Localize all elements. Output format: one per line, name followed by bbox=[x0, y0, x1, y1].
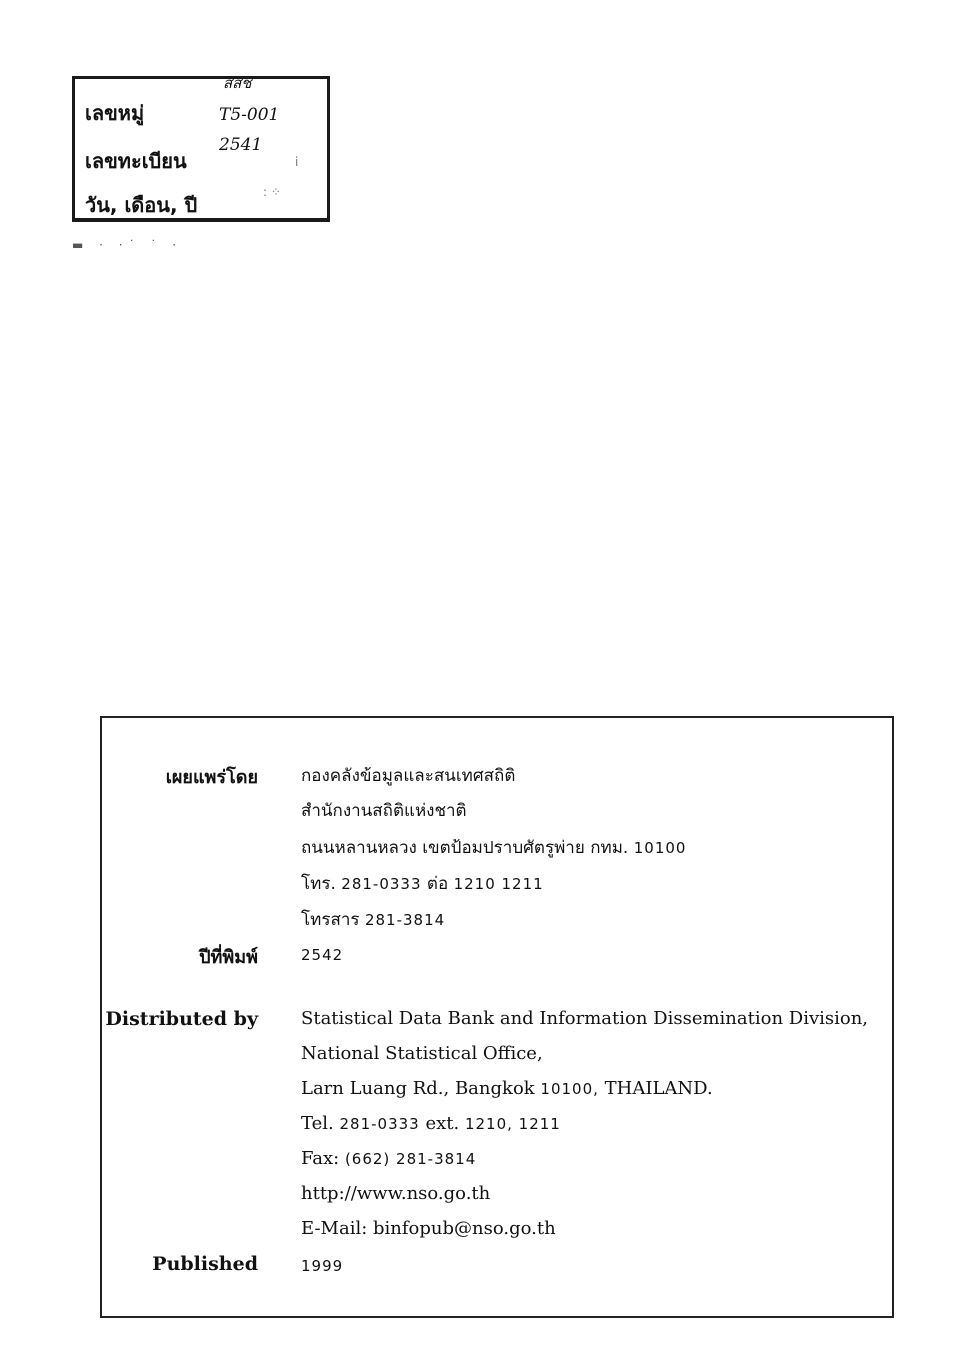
thai-distributed-label: เผยแพร่โดย bbox=[165, 767, 258, 788]
english-address-postcode: 10100, bbox=[540, 1080, 599, 1098]
thai-division: กองคลังข้อมูลและสนเทศสถิติ bbox=[301, 766, 516, 786]
thai-fax bbox=[301, 906, 445, 933]
thai-address-postcode: 10100 bbox=[633, 839, 687, 857]
library-stamp bbox=[72, 76, 330, 222]
thai-fax-label: โทรสาร bbox=[301, 910, 360, 930]
thai-address-text: ถนนหลานหลวง เขตป้อมปราบศัตรูพ่าย กทม. bbox=[301, 838, 629, 858]
thai-tel-label: โทร. bbox=[301, 874, 336, 894]
english-distributed-label: Distributed by bbox=[105, 1008, 258, 1030]
thai-tel-ext-label: ต่อ bbox=[426, 874, 449, 894]
thai-published-label: ปีที่พิมพ์ bbox=[199, 947, 258, 968]
thai-tel-number: 281-0333 bbox=[341, 875, 422, 893]
stamp-smudge-mark: i bbox=[295, 155, 299, 169]
english-fax-number: (662) 281-3814 bbox=[344, 1150, 477, 1168]
english-published-label: Published bbox=[152, 1253, 258, 1275]
thai-address bbox=[301, 834, 686, 861]
english-email[interactable]: E-Mail: binfopub@nso.go.th bbox=[301, 1218, 556, 1239]
english-tel-ext: 1210, 1211 bbox=[464, 1115, 561, 1133]
english-published-year: 1999 bbox=[301, 1257, 344, 1275]
english-division: Statistical Data Bank and Information Dissemination Division, bbox=[301, 1008, 869, 1029]
stamp-handwritten-top: สสช bbox=[223, 74, 252, 92]
stamp-date-label: วัน, เดือน, ปี bbox=[85, 193, 198, 217]
english-tel-label: Tel. bbox=[301, 1113, 334, 1134]
english-tel bbox=[301, 1113, 561, 1134]
thai-tel-ext: 1210 1211 bbox=[453, 875, 544, 893]
scan-specks: ▬ · ·˙ ˙ · bbox=[72, 238, 183, 252]
publication-info-box bbox=[100, 716, 894, 1318]
english-address-street: Larn Luang Rd., Bangkok bbox=[301, 1078, 535, 1099]
english-address bbox=[301, 1078, 713, 1099]
stamp-handwritten-registration: 2541 bbox=[219, 135, 263, 155]
english-tel-number: 281-0333 bbox=[339, 1115, 420, 1133]
stamp-handwritten-call-number: T5-001 bbox=[219, 105, 280, 125]
thai-published-year: 2542 bbox=[301, 946, 344, 964]
thai-fax-number: 281-3814 bbox=[364, 911, 446, 929]
thai-tel bbox=[301, 870, 544, 897]
english-tel-ext-label: ext. bbox=[425, 1113, 460, 1134]
english-fax bbox=[301, 1148, 476, 1169]
english-fax-label: Fax: bbox=[301, 1148, 340, 1169]
stamp-registration-label: เลขทะเบียน bbox=[85, 149, 187, 173]
english-address-country: THAILAND. bbox=[604, 1078, 713, 1099]
english-website-link[interactable]: http://www.nso.go.th bbox=[301, 1183, 491, 1204]
thai-office: สำนักงานสถิติแห่งชาติ bbox=[301, 801, 467, 821]
english-office: National Statistical Office, bbox=[301, 1043, 543, 1064]
stamp-call-number-label: เลขหมู่ bbox=[85, 101, 145, 125]
stamp-smudge-mark: : ⁘ bbox=[263, 185, 281, 199]
